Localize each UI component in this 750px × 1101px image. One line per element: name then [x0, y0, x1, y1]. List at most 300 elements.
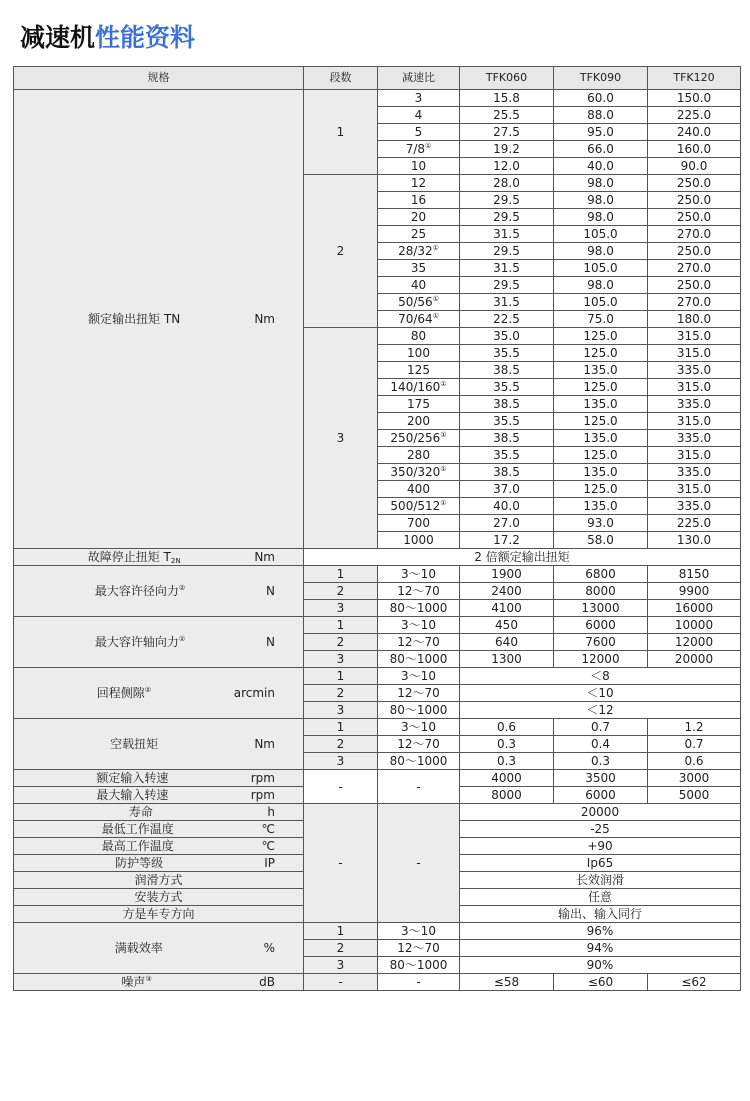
- stage-cell: -: [304, 770, 378, 804]
- model-value-cell: 3000: [648, 770, 741, 787]
- model-value-cell: 93.0: [554, 515, 648, 532]
- spec-label: [14, 668, 304, 719]
- ratio-text: 4: [414, 108, 423, 122]
- model-value-cell: 98.0: [554, 277, 648, 294]
- model-value-cell: 37.0: [460, 481, 554, 498]
- model-value-cell: 20000: [648, 651, 741, 668]
- model-value-cell: 270.0: [648, 260, 741, 277]
- spec-label-text: 最大容许径向力: [94, 584, 179, 598]
- spec-label-text: 寿命: [128, 805, 153, 819]
- model-value-cell: 8150: [648, 566, 741, 583]
- model-value-cell: 225.0: [648, 107, 741, 124]
- table-row: [14, 566, 741, 583]
- ratio-cell: [378, 141, 460, 158]
- footnote-mark: ①: [432, 295, 439, 303]
- page-title: [20, 20, 195, 56]
- ratio-text: 280: [407, 448, 430, 462]
- model-value-cell: 25.5: [460, 107, 554, 124]
- model-value-cell: 98.0: [554, 209, 648, 226]
- model-value-cell: 0.6: [460, 719, 554, 736]
- spec-label: [14, 838, 304, 855]
- model-value-cell: 250.0: [648, 243, 741, 260]
- ratio-cell: 3～10: [378, 668, 460, 685]
- header-model-2: TFK090: [554, 67, 648, 90]
- ratio-text: 40: [410, 278, 427, 292]
- spec-label: [14, 855, 304, 872]
- model-value-cell: 60.0: [554, 90, 648, 107]
- stage-cell: 1: [304, 617, 378, 634]
- ratio-cell: 80～1000: [378, 600, 460, 617]
- spec-label: [14, 549, 304, 566]
- ratio-cell: [378, 379, 460, 396]
- spec-label: [14, 566, 304, 617]
- model-value-cell: 58.0: [554, 532, 648, 549]
- model-value-cell: 0.4: [554, 736, 648, 753]
- model-value-cell: 12000: [554, 651, 648, 668]
- model-value-cell: 35.0: [460, 328, 554, 345]
- ratio-cell: [378, 311, 460, 328]
- ratio-cell: 3～10: [378, 923, 460, 940]
- spec-unit: arcmin: [233, 686, 275, 700]
- stage-cell: 1: [304, 668, 378, 685]
- spec-label-text: 故障停止扭矩 T: [87, 550, 171, 564]
- model-value-cell: 35.5: [460, 447, 554, 464]
- model-value-cell: 640: [460, 634, 554, 651]
- ratio-cell: [378, 277, 460, 294]
- merged-value-cell: 长效润滑: [460, 872, 741, 889]
- ratio-cell: 12～70: [378, 634, 460, 651]
- model-value-cell: 28.0: [460, 175, 554, 192]
- model-value-cell: 225.0: [648, 515, 741, 532]
- model-value-cell: 75.0: [554, 311, 648, 328]
- merged-value-cell: 20000: [460, 804, 741, 821]
- stage-cell: -: [304, 804, 378, 923]
- model-value-cell: 38.5: [460, 362, 554, 379]
- spec-label-text: 回程侧隙: [96, 686, 145, 700]
- ratio-cell: 12～70: [378, 736, 460, 753]
- header-ratio: 减速比: [378, 67, 460, 90]
- stage-cell: 3: [304, 957, 378, 974]
- merged-value-cell: ＜10: [460, 685, 741, 702]
- model-value-cell: 98.0: [554, 243, 648, 260]
- spec-label-text: 最低工作温度: [101, 822, 174, 836]
- merged-value-cell: ＜12: [460, 702, 741, 719]
- spec-label: [14, 872, 304, 889]
- ratio-cell: 12～70: [378, 685, 460, 702]
- spec-label-text: 安装方式: [134, 890, 183, 904]
- ratio-cell: [378, 294, 460, 311]
- spec-unit: Nm: [254, 550, 275, 564]
- ratio-cell: [378, 209, 460, 226]
- model-value-cell: 125.0: [554, 481, 648, 498]
- ratio-cell: [378, 362, 460, 379]
- model-value-cell: 0.6: [648, 753, 741, 770]
- model-value-cell: 98.0: [554, 192, 648, 209]
- model-value-cell: 88.0: [554, 107, 648, 124]
- model-value-cell: 135.0: [554, 362, 648, 379]
- model-value-cell: 29.5: [460, 243, 554, 260]
- model-value-cell: 335.0: [648, 464, 741, 481]
- model-value-cell: 450: [460, 617, 554, 634]
- model-value-cell: 125.0: [554, 328, 648, 345]
- model-value-cell: 125.0: [554, 345, 648, 362]
- merged-value-cell: ＜8: [460, 668, 741, 685]
- ratio-text: 200: [407, 414, 430, 428]
- footnote-mark: ②: [178, 635, 186, 643]
- spec-label: [14, 889, 304, 906]
- ratio-text: 10: [410, 159, 427, 173]
- ratio-cell: -: [378, 974, 460, 991]
- ratio-cell: [378, 430, 460, 447]
- footnote-mark: ①: [440, 431, 447, 439]
- footnote-mark: ②: [144, 686, 152, 694]
- model-value-cell: 125.0: [554, 413, 648, 430]
- model-value-cell: 315.0: [648, 481, 741, 498]
- model-value-cell: 125.0: [554, 379, 648, 396]
- spec-label-text: 满载效率: [114, 941, 163, 955]
- model-value-cell: 315.0: [648, 345, 741, 362]
- ratio-cell: [378, 175, 460, 192]
- model-value-cell: 38.5: [460, 430, 554, 447]
- stage-cell: 2: [304, 685, 378, 702]
- model-value-cell: 135.0: [554, 430, 648, 447]
- spec-unit: Nm: [254, 312, 275, 326]
- stage-cell: 3: [304, 753, 378, 770]
- ratio-cell: 3～10: [378, 617, 460, 634]
- ratio-cell: [378, 158, 460, 175]
- ratio-text: 250/256: [390, 431, 441, 445]
- model-value-cell: 22.5: [460, 311, 554, 328]
- model-value-cell: 38.5: [460, 464, 554, 481]
- ratio-cell: [378, 396, 460, 413]
- spec-unit: rpm: [250, 771, 275, 785]
- table-row: [14, 719, 741, 736]
- model-value-cell: 6800: [554, 566, 648, 583]
- model-value-cell: 13000: [554, 600, 648, 617]
- stage-cell: 3: [304, 702, 378, 719]
- model-value-cell: 12.0: [460, 158, 554, 175]
- model-value-cell: 1.2: [648, 719, 741, 736]
- model-value-cell: 3500: [554, 770, 648, 787]
- footnote-mark: ①: [440, 465, 447, 473]
- spec-unit: ℃: [261, 822, 275, 836]
- footnote-mark: ①: [425, 142, 432, 150]
- ratio-text: 5: [414, 125, 423, 139]
- model-value-cell: 31.5: [460, 260, 554, 277]
- model-value-cell: 6000: [554, 617, 648, 634]
- model-value-cell: 125.0: [554, 447, 648, 464]
- spec-label-text: 最大容许轴向力: [94, 635, 179, 649]
- ratio-cell: [378, 124, 460, 141]
- table-row: [14, 923, 741, 940]
- ratio-cell: 12～70: [378, 583, 460, 600]
- ratio-text: 1000: [403, 533, 434, 547]
- stage-cell: 1: [304, 566, 378, 583]
- stage-cell: 3: [304, 600, 378, 617]
- model-value-cell: 40.0: [554, 158, 648, 175]
- stage-cell: 1: [304, 923, 378, 940]
- ratio-cell: [378, 413, 460, 430]
- ratio-text: 16: [410, 193, 427, 207]
- ratio-cell: [378, 260, 460, 277]
- model-value-cell: 17.2: [460, 532, 554, 549]
- model-value-cell: 335.0: [648, 498, 741, 515]
- model-value-cell: 0.7: [554, 719, 648, 736]
- table-row: [14, 770, 741, 787]
- spec-label: [14, 719, 304, 770]
- ratio-cell: [378, 345, 460, 362]
- table-header-row: [14, 67, 741, 90]
- footnote-mark: ②: [178, 584, 186, 592]
- spec-label-text: 噪声: [121, 975, 146, 989]
- model-value-cell: 315.0: [648, 413, 741, 430]
- model-value-cell: 150.0: [648, 90, 741, 107]
- model-value-cell: 7600: [554, 634, 648, 651]
- spec-label-text: 空载扭矩: [110, 737, 159, 751]
- page-title-part1: 减速机: [20, 23, 96, 52]
- table-row: [14, 974, 741, 991]
- model-value-cell: 90.0: [648, 158, 741, 175]
- footnote-mark: ①: [440, 499, 447, 507]
- stage-cell: -: [304, 974, 378, 991]
- model-value-cell: 27.5: [460, 124, 554, 141]
- model-value-cell: 35.5: [460, 345, 554, 362]
- model-value-cell: 105.0: [554, 226, 648, 243]
- ratio-cell: [378, 532, 460, 549]
- stage-cell: 2: [304, 634, 378, 651]
- spec-label-text: 最大输入转速: [96, 788, 169, 802]
- model-value-cell: 35.5: [460, 413, 554, 430]
- table-row: [14, 617, 741, 634]
- spec-unit: N: [266, 635, 275, 649]
- model-value-cell: 315.0: [648, 328, 741, 345]
- footnote-mark: ①: [432, 312, 439, 320]
- model-value-cell: 270.0: [648, 294, 741, 311]
- model-value-cell: 250.0: [648, 277, 741, 294]
- model-value-cell: ≤62: [648, 974, 741, 991]
- model-value-cell: 4000: [460, 770, 554, 787]
- ratio-text: 7/8: [405, 142, 426, 156]
- model-value-cell: 105.0: [554, 260, 648, 277]
- ratio-cell: [378, 328, 460, 345]
- merged-value-cell: 96%: [460, 923, 741, 940]
- stage-cell: 3: [304, 328, 378, 549]
- page-title-part2: 性能资料: [95, 23, 196, 52]
- ratio-cell: 12～70: [378, 940, 460, 957]
- model-value-cell: 29.5: [460, 277, 554, 294]
- spec-unit: ℃: [261, 839, 275, 853]
- ratio-text: 28/32: [398, 244, 433, 258]
- ratio-cell: 80～1000: [378, 702, 460, 719]
- ratio-text: 700: [407, 516, 430, 530]
- ratio-cell: [378, 515, 460, 532]
- spec-unit: N: [266, 584, 275, 598]
- stage-cell: 1: [304, 90, 378, 175]
- model-value-cell: 335.0: [648, 396, 741, 413]
- spec-label: [14, 617, 304, 668]
- ratio-cell: -: [378, 770, 460, 804]
- spec-label: [14, 974, 304, 991]
- merged-value-cell: 任意: [460, 889, 741, 906]
- model-value-cell: 250.0: [648, 175, 741, 192]
- merged-value-cell: -25: [460, 821, 741, 838]
- stage-cell: 2: [304, 583, 378, 600]
- model-value-cell: 270.0: [648, 226, 741, 243]
- ratio-cell: [378, 192, 460, 209]
- model-value-cell: 38.5: [460, 396, 554, 413]
- ratio-text: 125: [407, 363, 430, 377]
- model-value-cell: 250.0: [648, 192, 741, 209]
- spec-label-text: 方是车专方向: [122, 907, 195, 921]
- ratio-text: 70/64: [398, 312, 433, 326]
- ratio-cell: 80～1000: [378, 957, 460, 974]
- model-value-cell: 135.0: [554, 464, 648, 481]
- ratio-text: 100: [407, 346, 430, 360]
- model-value-cell: 29.5: [460, 209, 554, 226]
- spec-label-text: 最高工作温度: [101, 839, 174, 853]
- spec-label: [14, 906, 304, 923]
- model-value-cell: 2400: [460, 583, 554, 600]
- header-model-1: TFK060: [460, 67, 554, 90]
- model-value-cell: 0.3: [460, 736, 554, 753]
- model-value-cell: 10000: [648, 617, 741, 634]
- spec-label-text: 额定输入转速: [96, 771, 169, 785]
- model-value-cell: 335.0: [648, 362, 741, 379]
- ratio-text: 50/56: [398, 295, 433, 309]
- model-value-cell: 6000: [554, 787, 648, 804]
- stage-cell: 2: [304, 175, 378, 328]
- ratio-text: 500/512: [390, 499, 441, 513]
- table-row: [14, 90, 741, 107]
- ratio-cell: [378, 481, 460, 498]
- ratio-cell: 3～10: [378, 719, 460, 736]
- spec-label-text: 润滑方式: [134, 873, 183, 887]
- ratio-cell: [378, 464, 460, 481]
- model-value-cell: 160.0: [648, 141, 741, 158]
- ratio-text: 350/320: [390, 465, 441, 479]
- model-value-cell: 105.0: [554, 294, 648, 311]
- model-value-cell: 40.0: [460, 498, 554, 515]
- model-value-cell: 0.3: [460, 753, 554, 770]
- spec-label-text: 防护等级: [115, 856, 164, 870]
- ratio-text: 400: [407, 482, 430, 496]
- model-value-cell: 27.0: [460, 515, 554, 532]
- spec-unit: h: [267, 805, 275, 819]
- ratio-cell: 3～10: [378, 566, 460, 583]
- model-value-cell: 35.5: [460, 379, 554, 396]
- model-value-cell: ≤60: [554, 974, 648, 991]
- table-row: [14, 668, 741, 685]
- ratio-text: 80: [410, 329, 427, 343]
- model-value-cell: 0.3: [554, 753, 648, 770]
- model-value-cell: 98.0: [554, 175, 648, 192]
- model-value-cell: 1300: [460, 651, 554, 668]
- merged-value-cell: +90: [460, 838, 741, 855]
- spec-unit: %: [263, 941, 275, 955]
- model-value-cell: 95.0: [554, 124, 648, 141]
- model-value-cell: 19.2: [460, 141, 554, 158]
- ratio-text: 25: [410, 227, 427, 241]
- label-subscript: 2N: [170, 557, 181, 565]
- header-spec: 规格: [14, 67, 304, 90]
- model-value-cell: 250.0: [648, 209, 741, 226]
- header-stage: 段数: [304, 67, 378, 90]
- model-value-cell: 130.0: [648, 532, 741, 549]
- spec-unit: IP: [264, 856, 275, 870]
- model-value-cell: 4100: [460, 600, 554, 617]
- model-value-cell: 315.0: [648, 379, 741, 396]
- stage-cell: 2: [304, 940, 378, 957]
- model-value-cell: 5000: [648, 787, 741, 804]
- spec-label: [14, 821, 304, 838]
- spec-unit: dB: [259, 975, 275, 989]
- emergency-value: 2 倍额定输出扭矩: [304, 549, 741, 566]
- model-value-cell: ≤58: [460, 974, 554, 991]
- footnote-mark: ①: [440, 380, 447, 388]
- table-row: [14, 549, 741, 566]
- spec-label: [14, 787, 304, 804]
- model-value-cell: 31.5: [460, 294, 554, 311]
- merged-value-cell: 90%: [460, 957, 741, 974]
- ratio-cell: [378, 243, 460, 260]
- ratio-cell: [378, 447, 460, 464]
- stage-cell: 3: [304, 651, 378, 668]
- ratio-cell: 80～1000: [378, 651, 460, 668]
- header-model-3: TFK120: [648, 67, 741, 90]
- ratio-text: 175: [407, 397, 430, 411]
- model-value-cell: 8000: [460, 787, 554, 804]
- model-value-cell: 31.5: [460, 226, 554, 243]
- spec-label: [14, 923, 304, 974]
- spec-label: [14, 770, 304, 787]
- ratio-cell: -: [378, 804, 460, 923]
- model-value-cell: 1900: [460, 566, 554, 583]
- ratio-cell: [378, 498, 460, 515]
- spec-table: [13, 66, 741, 991]
- table-row: [14, 804, 741, 821]
- model-value-cell: 135.0: [554, 396, 648, 413]
- model-value-cell: 15.8: [460, 90, 554, 107]
- ratio-text: 140/160: [390, 380, 441, 394]
- ratio-cell: 80～1000: [378, 753, 460, 770]
- spec-label: [14, 90, 304, 549]
- model-value-cell: 9900: [648, 583, 741, 600]
- footnote-mark: ①: [432, 244, 439, 252]
- ratio-cell: [378, 90, 460, 107]
- model-value-cell: 66.0: [554, 141, 648, 158]
- merged-value-cell: 94%: [460, 940, 741, 957]
- ratio-cell: [378, 107, 460, 124]
- merged-value-cell: 输出、输入同行: [460, 906, 741, 923]
- ratio-text: 12: [410, 176, 427, 190]
- model-value-cell: 240.0: [648, 124, 741, 141]
- spec-unit: rpm: [250, 788, 275, 802]
- model-value-cell: 315.0: [648, 447, 741, 464]
- model-value-cell: 12000: [648, 634, 741, 651]
- model-value-cell: 0.7: [648, 736, 741, 753]
- ratio-text: 35: [410, 261, 427, 275]
- model-value-cell: 29.5: [460, 192, 554, 209]
- ratio-text: 20: [410, 210, 427, 224]
- ratio-cell: [378, 226, 460, 243]
- ratio-text: 3: [414, 91, 423, 105]
- merged-value-cell: Ip65: [460, 855, 741, 872]
- model-value-cell: 16000: [648, 600, 741, 617]
- stage-cell: 2: [304, 736, 378, 753]
- stage-cell: 1: [304, 719, 378, 736]
- spec-unit: Nm: [254, 737, 275, 751]
- model-value-cell: 180.0: [648, 311, 741, 328]
